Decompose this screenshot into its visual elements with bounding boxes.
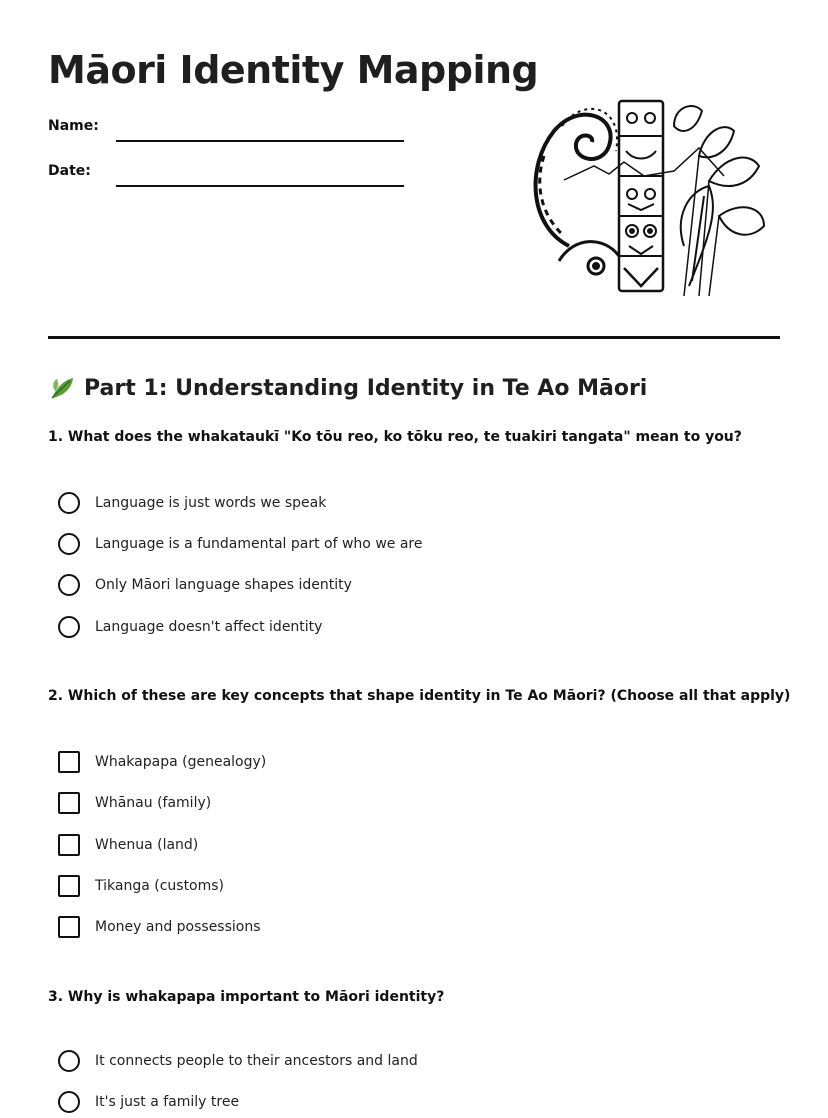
option-label: It's just a family tree: [95, 1094, 240, 1110]
checkbox[interactable]: [58, 834, 80, 856]
date-field: [48, 163, 404, 179]
name-input-line[interactable]: [116, 140, 404, 142]
q1-option-2[interactable]: [58, 532, 422, 556]
checkbox[interactable]: [58, 751, 80, 773]
radio-button[interactable]: [58, 574, 80, 596]
maori-carving-illustration: [524, 96, 770, 296]
date-input-line[interactable]: [116, 185, 404, 187]
option-label: It connects people to their ancestors and land: [95, 1053, 418, 1069]
option-label: Language doesn't affect identity: [95, 619, 323, 635]
q1-option-3[interactable]: [58, 573, 352, 597]
checkbox[interactable]: [58, 875, 80, 897]
q3-option-2[interactable]: [58, 1090, 239, 1114]
option-label: Money and possessions: [95, 919, 261, 935]
radio-button[interactable]: [58, 616, 80, 638]
q3-option-1[interactable]: [58, 1049, 418, 1073]
radio-button[interactable]: [58, 492, 80, 514]
checkbox[interactable]: [58, 792, 80, 814]
question-1: 1. What does the whakataukī "Ko tōu reo, ko tōku reo, te tuakiri tangata" mean to you?: [48, 429, 742, 445]
q2-option-2[interactable]: [58, 791, 211, 815]
question-2: 2. Which of these are key concepts that shape identity in Te Ao Māori? (Choose all that apply): [48, 688, 791, 704]
date-label: Date:: [48, 163, 91, 179]
option-label: Whenua (land): [95, 837, 199, 853]
option-label: Language is a fundamental part of who we are: [95, 536, 423, 552]
section-heading: [48, 374, 647, 402]
section-divider: [48, 336, 780, 339]
page-title: Māori Identity Mapping: [48, 48, 539, 92]
leaf-icon: [48, 374, 76, 402]
name-field: [48, 118, 404, 134]
checkbox[interactable]: [58, 916, 80, 938]
option-label: Only Māori language shapes identity: [95, 577, 352, 593]
radio-button[interactable]: [58, 1091, 80, 1113]
option-label: Whānau (family): [95, 795, 212, 811]
q2-option-5[interactable]: [58, 915, 261, 939]
q2-option-3[interactable]: [58, 833, 198, 857]
q2-option-4[interactable]: [58, 874, 224, 898]
option-label: Whakapapa (genealogy): [95, 754, 267, 770]
name-label: Name:: [48, 118, 99, 134]
q2-option-1[interactable]: [58, 750, 266, 774]
question-3: 3. Why is whakapapa important to Māori identity?: [48, 989, 445, 1005]
option-label: Tikanga (customs): [95, 878, 225, 894]
q1-option-1[interactable]: [58, 491, 326, 515]
q1-option-4[interactable]: [58, 615, 322, 639]
radio-button[interactable]: [58, 533, 80, 555]
section-title-text: Part 1: Understanding Identity in Te Ao Māori: [84, 375, 648, 401]
option-label: Language is just words we speak: [95, 495, 327, 511]
radio-button[interactable]: [58, 1050, 80, 1072]
